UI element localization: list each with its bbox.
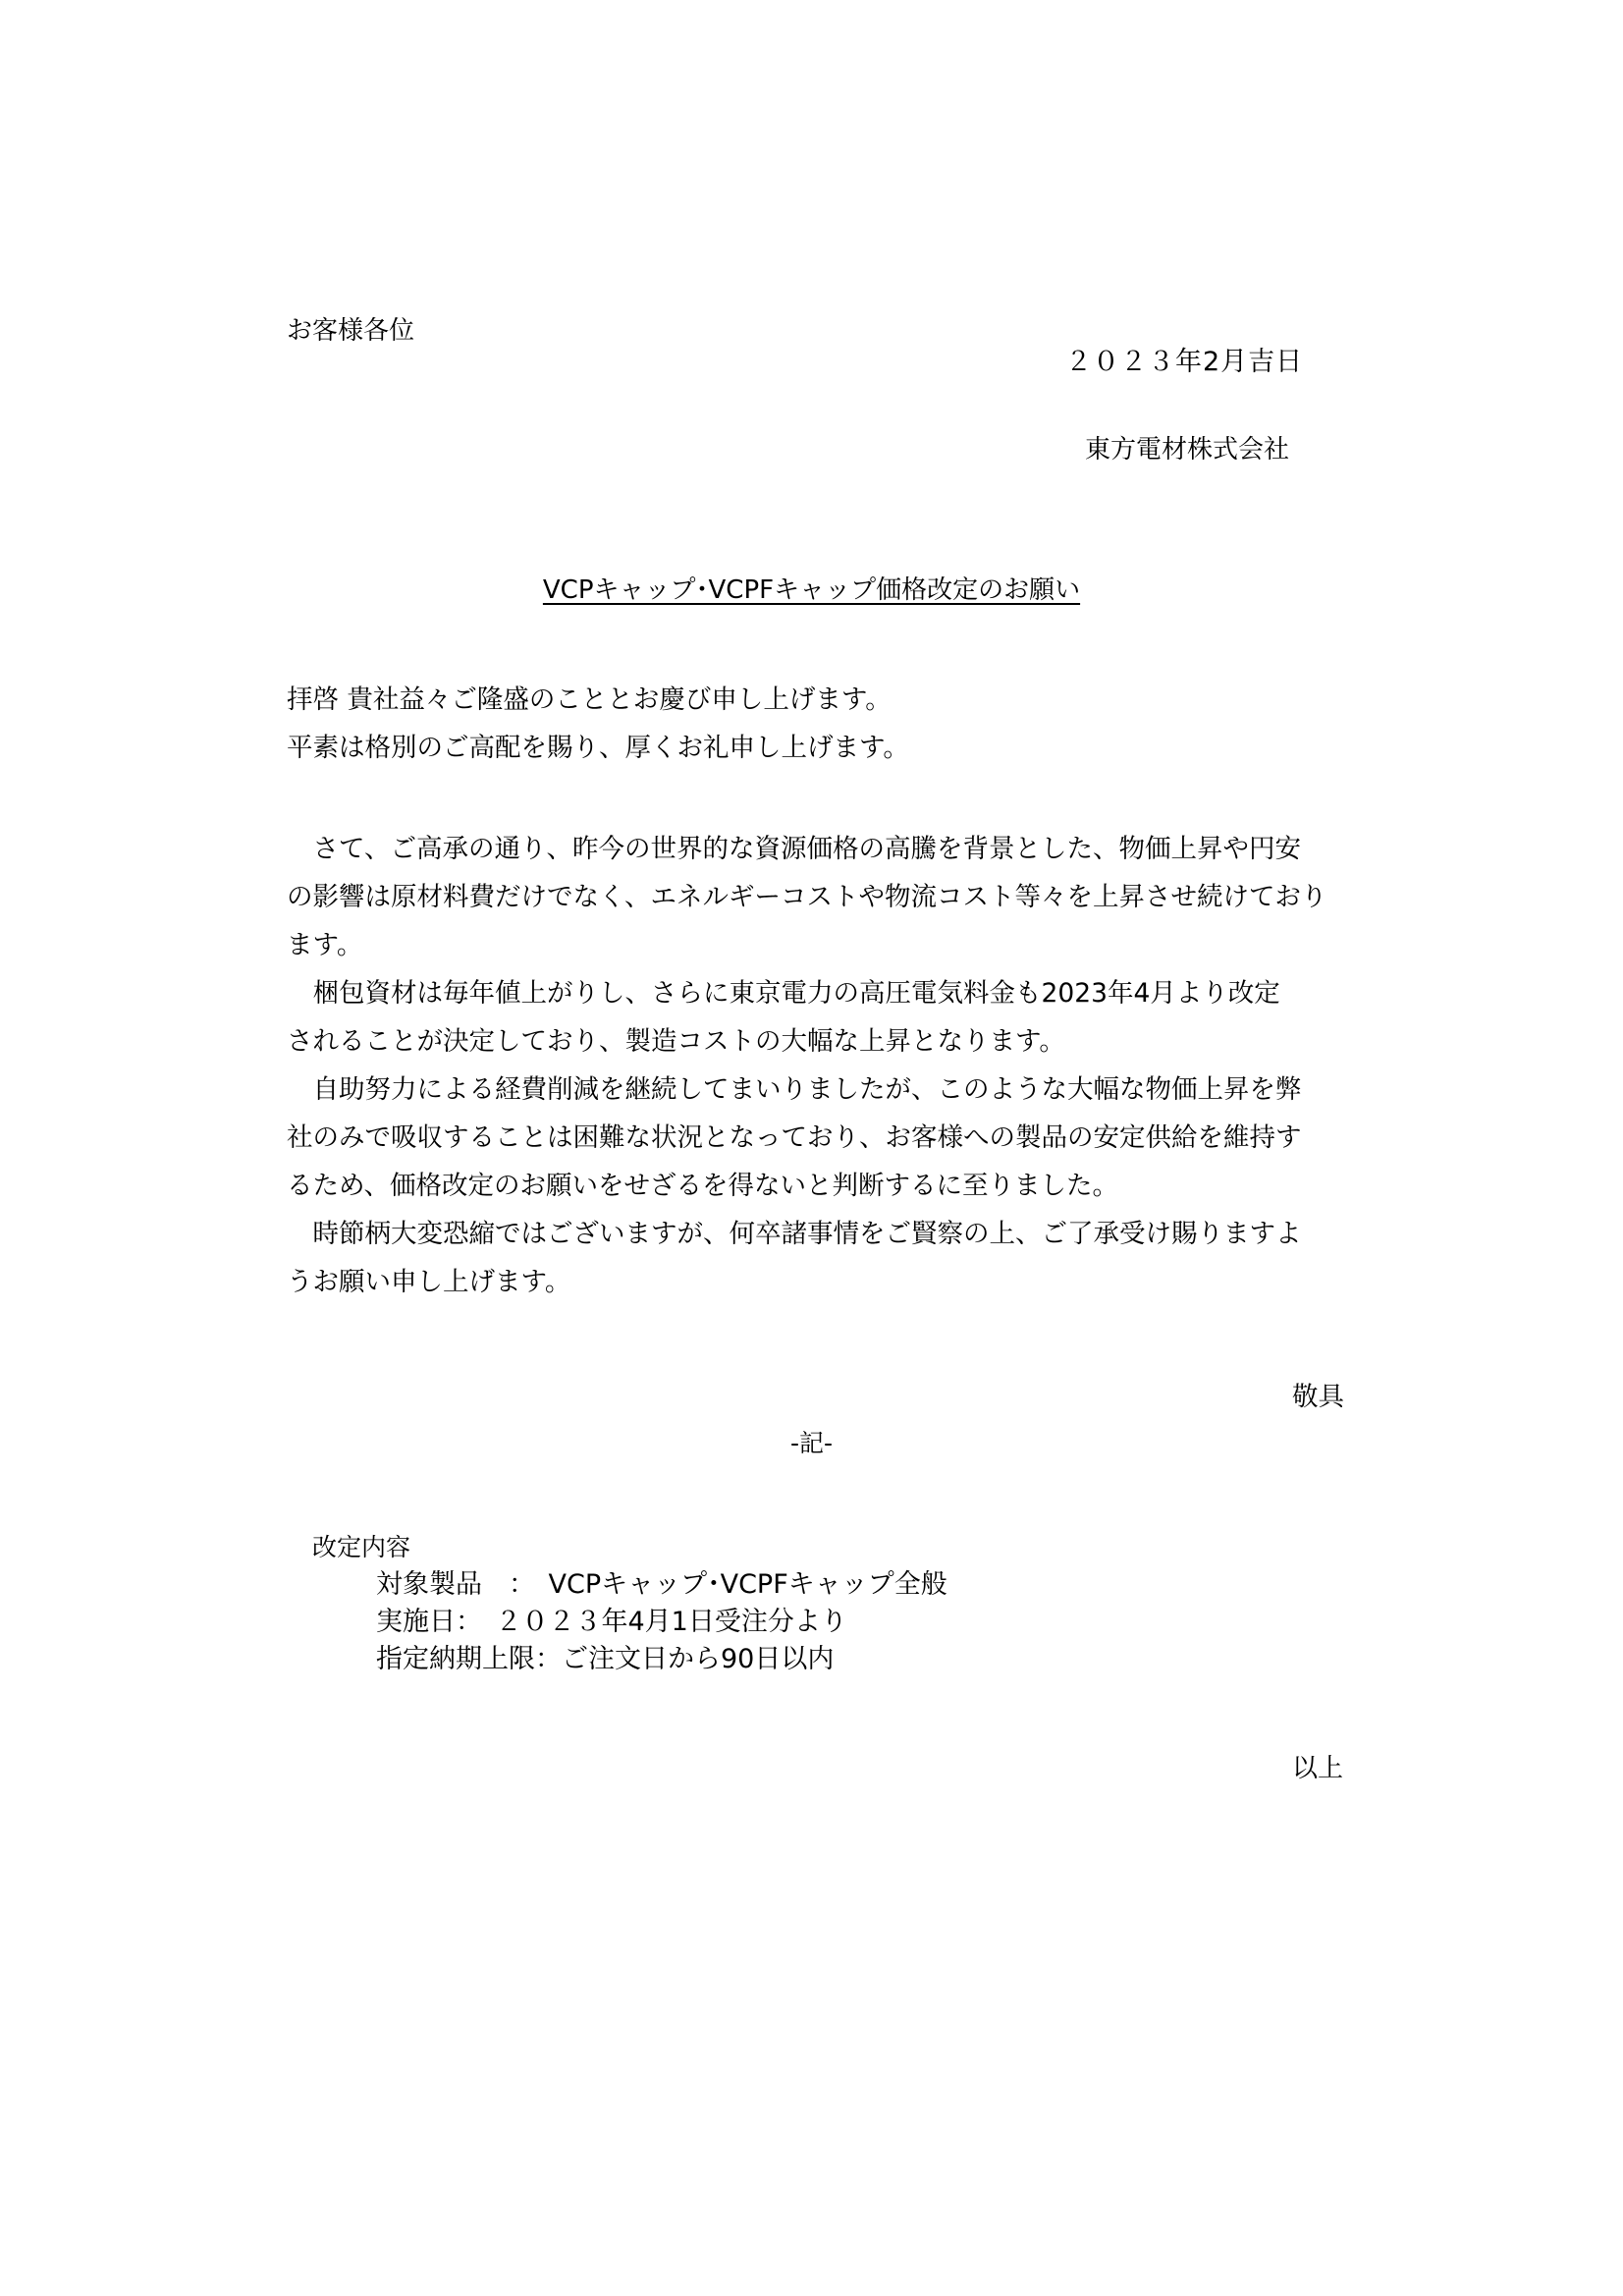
ki-marker: -記- — [789, 1429, 834, 1457]
details-item-target-product: 対象製品 ： VCPキャップ･VCPFキャップ全般 — [376, 1569, 947, 1600]
details-item-delivery-limit: 指定納期上限：ご注文日から90日以内 — [376, 1644, 835, 1674]
body-line: 自助努力による経費削減を継続してまいりましたが、このような大幅な物価上昇を弊 — [287, 1074, 1302, 1105]
details-heading: 改定内容 — [312, 1533, 411, 1561]
body-line: 時節柄大変恐縮ではございますが、何卒諸事情をご賢察の上、ご了承受け賜りますよ — [287, 1219, 1302, 1249]
details-list — [376, 1566, 947, 1678]
greeting-block — [287, 676, 1357, 772]
details-item-effective-date: 実施日： ２０２３年4月1日受注分より — [376, 1607, 847, 1637]
greeting-line: 平素は格別のご高配を賜り、厚くお礼申し上げます。 — [287, 733, 909, 763]
subject-line — [0, 570, 1623, 606]
company-name: 東方電材株式会社 — [1085, 435, 1290, 465]
addressee: お客様各位 — [287, 316, 415, 346]
closing-keigu: 敬具 — [1292, 1382, 1344, 1412]
body-line: 梱包資材は毎年値上がりし、さらに東京電力の高圧電気料金も2023年4月より改定 — [287, 978, 1280, 1009]
body-line: の影響は原材料費だけでなく、エネルギーコストや物流コスト等々を上昇させ続けており — [287, 882, 1327, 912]
body-line: るため、価格改定のお願いをせざるを得ないと判断するに至りました。 — [287, 1171, 1118, 1201]
greeting-line: 拝啓 貴社益々ご隆盛のこととお慶び申し上げます。 — [287, 684, 892, 715]
subject-text: VCPキャップ･VCPFキャップ価格改定のお願い — [542, 575, 1081, 605]
body-line: ます。 — [287, 930, 363, 960]
letter-date: ２０２３年2月吉日 — [1065, 347, 1304, 377]
body-text — [287, 825, 1357, 1306]
body-line: うお願い申し上げます。 — [287, 1267, 571, 1297]
body-line: さて、ご高承の通り、昨今の世界的な資源価格の高騰を背景とした、物価上昇や円安 — [287, 834, 1301, 864]
end-marker: 以上 — [1292, 1754, 1344, 1783]
body-line: 社のみで吸収することは困難な状況となっており、お客様への製品の安定供給を維持す — [287, 1122, 1302, 1153]
body-line: されることが決定しており、製造コストの大幅な上昇となります。 — [287, 1026, 1065, 1057]
